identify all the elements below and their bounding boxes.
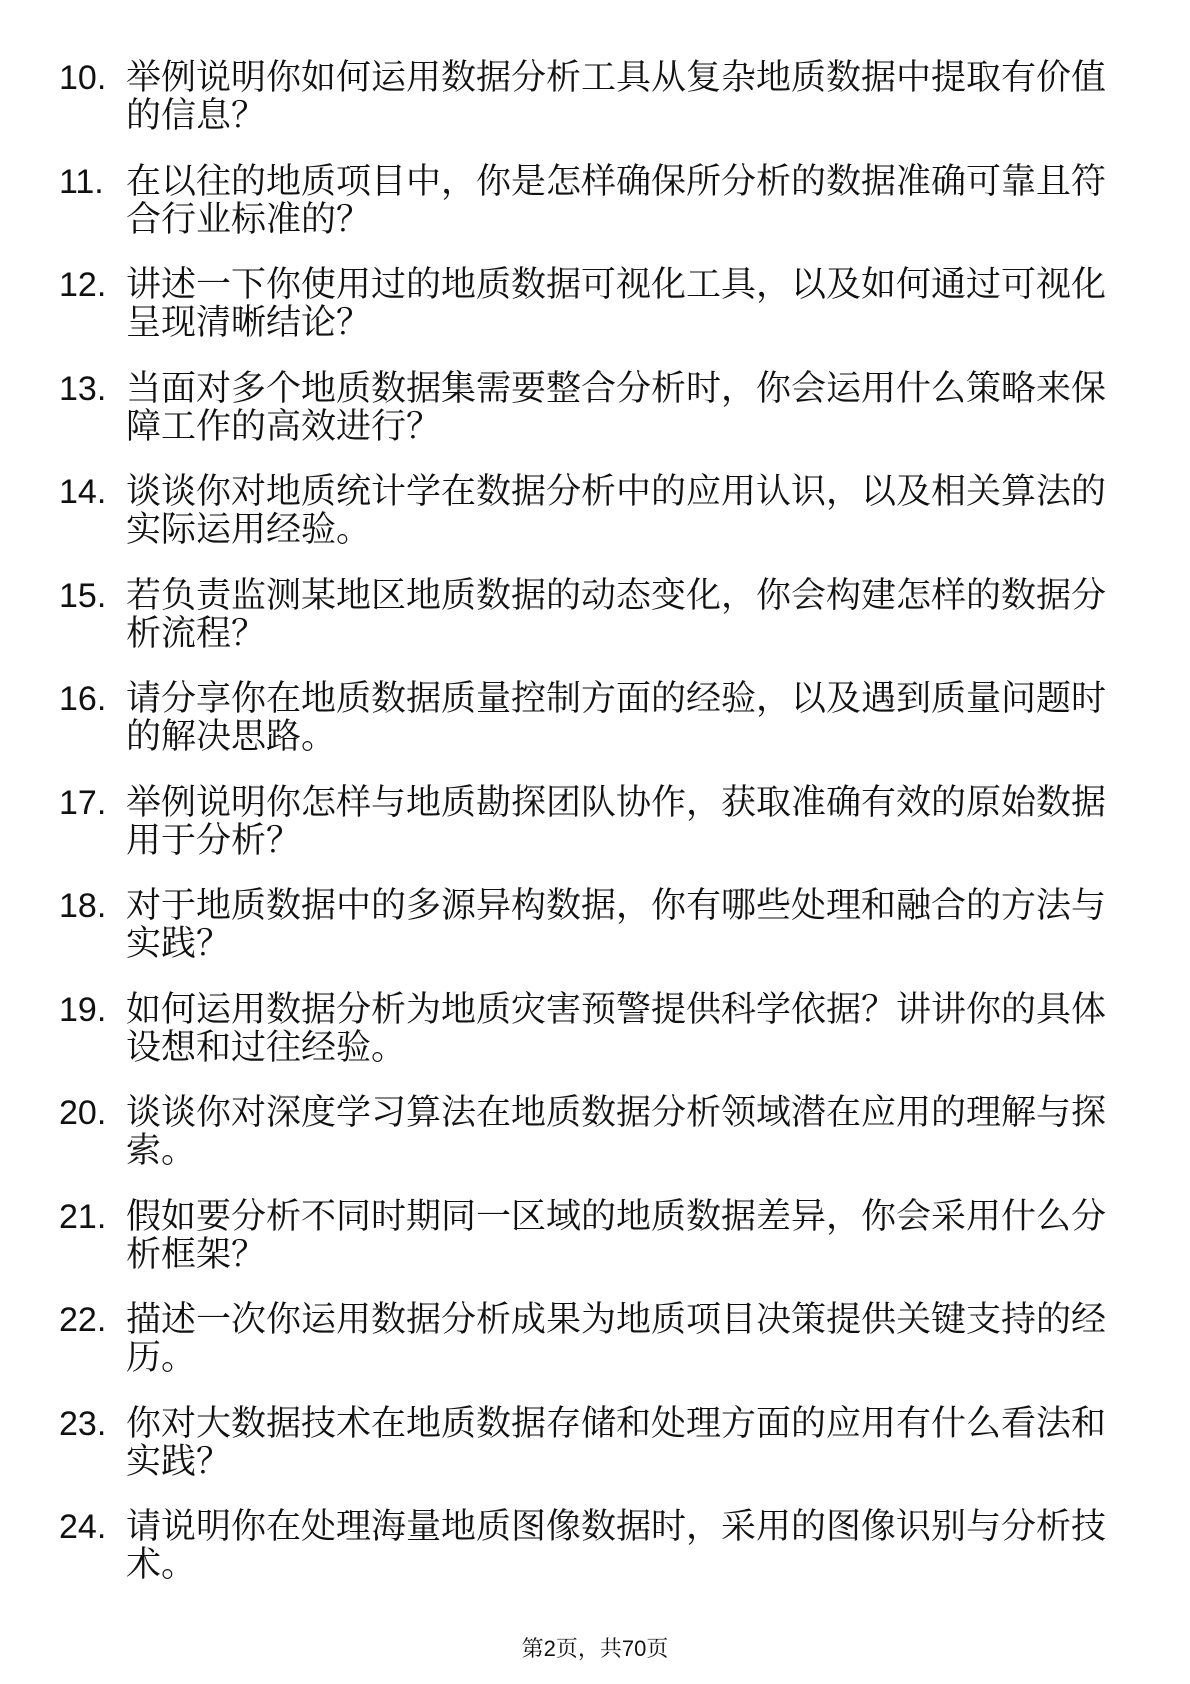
question-item <box>59 887 1119 963</box>
question-text: 假如要分析不同时期同一区域的地质数据差异，你会采用什么分析框架？ <box>126 1196 1107 1274</box>
question-text: 请分享你在地质数据质量控制方面的经验，以及遇到质量问题时的解决思路。 <box>126 679 1107 756</box>
question-number: 21. <box>59 1197 107 1236</box>
question-item <box>59 1198 1119 1274</box>
question-item <box>59 680 1119 756</box>
question-number: 24. <box>59 1508 107 1546</box>
question-text: 谈谈你对地质统计学在数据分析中的应用认识，以及相关算法的实际运用经验。 <box>126 472 1107 549</box>
question-text: 举例说明你怎样与地质勘探团队协作，获取准确有效的原始数据用于分析？ <box>126 782 1107 860</box>
question-number: 17. <box>59 783 107 822</box>
question-text: 如何运用数据分析为地质灾害预警提供科学依据？讲讲你的具体设想和过往经验。 <box>126 989 1107 1067</box>
question-text: 对于地质数据中的多源异构数据，你有哪些处理和融合的方法与实践？ <box>126 886 1107 963</box>
question-text: 当面对多个地质数据集需要整合分析时，你会运用什么策略来保障工作的高效进行？ <box>126 368 1107 446</box>
question-text: 举例说明你如何运用数据分析工具从复杂地质数据中提取有价值的信息？ <box>126 58 1107 135</box>
question-number: 19. <box>59 990 107 1029</box>
question-text: 谈谈你对深度学习算法在地质数据分析领域潜在应用的理解与探索。 <box>126 1093 1107 1170</box>
question-item <box>59 1405 1119 1481</box>
question-text: 在以往的地质项目中，你是怎样确保所分析的数据准确可靠且符合行业标准的？ <box>126 161 1107 239</box>
question-item <box>59 163 1119 239</box>
question-number: 10. <box>59 59 107 97</box>
question-text: 讲述一下你使用过的地质数据可视化工具，以及如何通过可视化呈现清晰结论？ <box>126 265 1107 342</box>
question-item <box>59 266 1119 342</box>
page-number-footer: 第2页，共70页 <box>521 1636 669 1661</box>
question-item <box>59 1508 1119 1584</box>
question-item <box>59 1301 1119 1377</box>
question-item <box>59 577 1119 653</box>
question-number: 20. <box>59 1094 107 1132</box>
question-item <box>59 784 1119 860</box>
question-number: 15. <box>59 576 107 615</box>
question-number: 12. <box>59 266 107 304</box>
question-number: 22. <box>59 1301 107 1339</box>
question-item <box>59 473 1119 549</box>
question-number: 23. <box>59 1404 107 1443</box>
question-item <box>59 1094 1119 1170</box>
question-list <box>59 59 1119 1612</box>
question-text: 你对大数据技术在地质数据存储和处理方面的应用有什么看法和实践？ <box>126 1403 1107 1481</box>
question-text: 描述一次你运用数据分析成果为地质项目决策提供关键支持的经历。 <box>126 1300 1107 1377</box>
question-item <box>59 59 1119 135</box>
question-number: 13. <box>59 369 107 408</box>
question-number: 11. <box>59 162 104 201</box>
question-item <box>59 991 1119 1067</box>
question-text: 若负责监测某地区地质数据的动态变化，你会构建怎样的数据分析流程？ <box>126 575 1107 653</box>
question-number: 14. <box>59 473 107 511</box>
question-item <box>59 370 1119 446</box>
question-text: 请说明你在处理海量地质图像数据时，采用的图像识别与分析技术。 <box>126 1507 1107 1584</box>
question-number: 18. <box>59 887 107 925</box>
question-number: 16. <box>59 680 107 718</box>
